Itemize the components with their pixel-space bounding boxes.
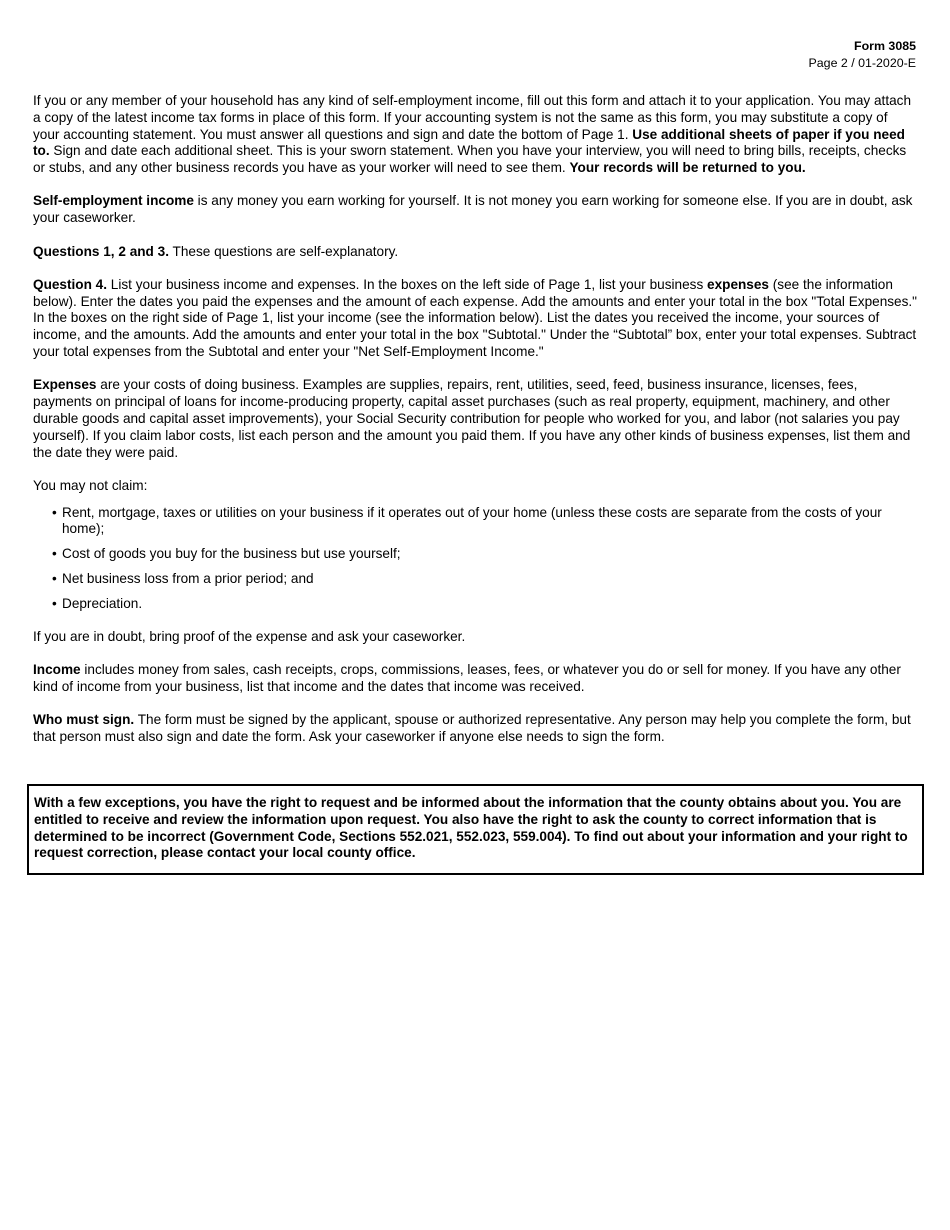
list-item-text: Net business loss from a prior period; and — [62, 571, 314, 587]
form-header — [809, 38, 916, 71]
question-4-text-2: (see the information below). Enter the dates you paid the expenses and the amount of each expense. Add the amounts and enter your total in the box "Total Expenses." In the boxes on the right side of Page 1, list your income (see the information below). List the dates you received the income, your sources of income, and the amounts. Add the amounts and enter your total in the box "Subtotal." Under the “Subtotal” box, enter your total expenses. Subtract your total expenses from the Subtotal and enter your "Net Self-Employment Income." — [33, 276, 918, 360]
intro-bold-1: Use additional sheets of paper if you need to. — [33, 126, 905, 159]
questions-123-paragraph — [33, 244, 917, 261]
list-item-text: Rent, mortgage, taxes or utilities on your business if it operates out of your home (unless these costs are separate from the costs of your home); — [62, 504, 882, 537]
list-item-text: Cost of goods you buy for the business but use yourself; — [62, 546, 401, 562]
privacy-notice-text: With a few exceptions, you have the right to request and be informed about the information that the county obtains about you. You are entitled to receive and review the information upon request. You also have the right to ask the county to correct information that is determined to be incorrect (Government Code, Sections 552.021, 552.023, 559.004). To find out about your information and your right to request correction, please contact your local county office. — [34, 795, 908, 861]
self-employment-paragraph — [33, 193, 917, 227]
bullet-icon: • — [52, 504, 57, 520]
self-employment-text: is any money you earn working for yourself. It is not money you earn working for someone else. If you are in doubt, ask your caseworker. — [33, 193, 913, 226]
expenses-term: Expenses — [33, 377, 97, 393]
question-4-bold: expenses — [707, 276, 769, 292]
question-4-paragraph — [33, 277, 917, 361]
list-item — [33, 546, 917, 563]
bullet-icon: • — [52, 571, 57, 587]
bullet-icon: • — [52, 546, 57, 562]
question-4-term: Question 4. — [33, 276, 108, 292]
intro-paragraph — [33, 93, 917, 177]
may-not-claim-list — [33, 505, 917, 613]
intro-text-2: Sign and date each additional sheet. This is your sworn statement. When you have your interview, you will need to bring bills, receipts, checks or stubs, and any other business records you have as your worker will need to see them. — [33, 143, 907, 176]
intro-bold-2: Your records will be returned to you. — [569, 160, 806, 176]
doubt-paragraph: If you are in doubt, bring proof of the expense and ask your caseworker. — [33, 628, 466, 644]
may-not-claim-heading: You may not claim: — [33, 477, 148, 493]
instructions-body — [33, 93, 917, 762]
income-paragraph — [33, 662, 917, 696]
intro-text-1: If you or any member of your household has any kind of self-employment income, fill out this form and attach it to your application. You may attach a copy of the latest income tax forms in place of this form. If your accounting system is not the same as this form, you may substitute a copy of your accounting statement. You must answer all questions and sign and date the bottom of Page 1. — [33, 93, 912, 142]
questions-123-term: Questions 1, 2 and 3. — [33, 243, 169, 259]
who-must-sign-term: Who must sign. — [33, 712, 135, 728]
income-text: includes money from sales, cash receipts, crops, commissions, leases, fees, or whatever you do or sell for money. If you have any other kind of income from your business, list that income and the dates that income was received. — [33, 661, 901, 694]
list-item — [33, 571, 917, 588]
who-must-sign-text: The form must be signed by the applicant, spouse or authorized representative. Any person may help you complete the form, but that person must also sign and date the form. Ask your caseworker if anyone else needs to sign the form. — [33, 712, 911, 744]
questions-123-text: These questions are self-explanatory. — [168, 243, 399, 259]
privacy-notice-box — [27, 784, 924, 875]
bullet-icon: • — [52, 595, 57, 611]
expenses-paragraph — [33, 377, 917, 461]
form-number: Form 3085 — [854, 39, 916, 53]
list-item — [33, 596, 917, 613]
page-info: Page 2 / 01-2020-E — [808, 55, 916, 70]
income-term: Income — [33, 661, 81, 677]
who-must-sign-paragraph — [33, 712, 917, 746]
question-4-text-1: List your business income and expenses. In the boxes on the left side of Page 1, list your business — [107, 276, 708, 292]
list-item — [33, 505, 917, 539]
expenses-text: are your costs of doing business. Examples are supplies, repairs, rent, utilities, seed, feed, business insurance, licenses, fees, payments on principal of loans for income-producing property, capital asset purchases (such as real property, equipment, machinery, and other durable goods and capital asset improvements), your Social Security contribution for people who worked for you, and labor (not salaries you pay yourself). If you claim labor costs, list each person and the amount you paid them. If you have any other kinds of business expenses, list them and the date they were paid. — [33, 377, 911, 460]
list-item-text: Depreciation. — [62, 595, 143, 611]
self-employment-term: Self-employment income — [33, 193, 194, 209]
